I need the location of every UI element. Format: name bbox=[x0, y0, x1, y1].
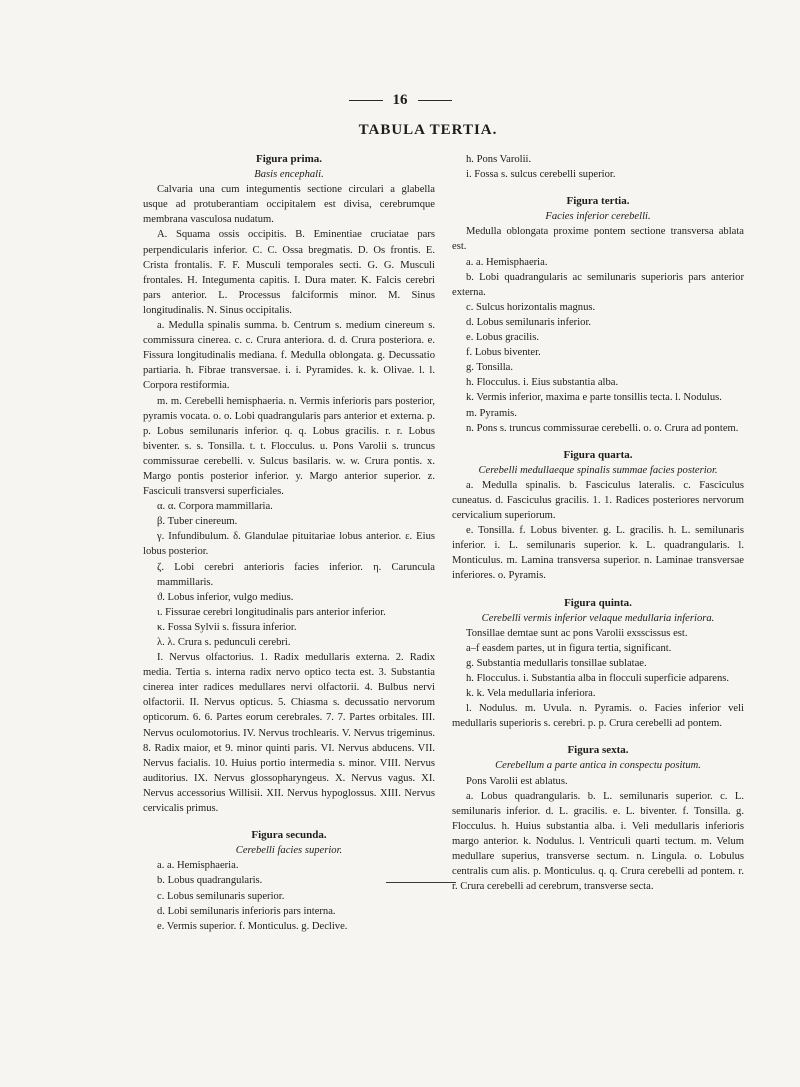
fig6-subtitle: Cerebellum a parte antica in conspectu positum. bbox=[495, 760, 701, 772]
fig4-subtitle: Cerebelli medullaeque spinalis summae facies posterior. bbox=[478, 464, 718, 476]
fig3-item: k. Vermis inferior, maxima e parte tonsillis tecta. l. Nodulus. bbox=[466, 392, 722, 404]
fig5-heading: Figura quinta. bbox=[564, 596, 632, 609]
fig6-paragraph: a. Lobus quadrangularis. b. L. semilunaris superior. c. L. semilunaris inferior. d. L. gracilis. e. L. biventer. f. Tonsilla. g. Flocculus. h. Huius substantia alba. i. Veli medullaris inferioris margo anterior. k. Nodulus. l. Ventriculi quarti tectum. m. Velum medullare superius, transverse sectum. n. Lingula. o. Lobulus centralis cum alis. p. Monticulus. q. q. Crura cerebelli ad pontem. r. r. Crura cerebelli ad cerebrum, transverse secta. bbox=[452, 790, 744, 893]
fig1-paragraph: A. Squama ossis occipitis. B. Eminentiae cruciatae pars perpendicularis inferior. C. C. Ossa bregmatis. D. Os frontis. E. Crista frontalis. F. F. Musculi temporales secti. G. G. Musculi frontales. H. Integumenta capitis. I. Dura mater. K. Falcis cerebri pars anterior. L. Processus falciformis minor. M. Sinus longitudinalis. N. Sinus occipitalis. bbox=[143, 229, 435, 316]
fig3-heading: Figura tertia. bbox=[566, 195, 630, 208]
fig2-item: d. Lobi semilunaris inferioris pars interna. bbox=[157, 905, 336, 917]
right-dash bbox=[418, 100, 452, 101]
fig1-greek-item: λ. λ. Crura s. pedunculi cerebri. bbox=[157, 637, 291, 648]
fig3-item: f. Lobus biventer. bbox=[466, 347, 541, 359]
fig1-paragraph: m. m. Cerebelli hemisphaeria. n. Vermis inferioris pars posterior, pyramis vocata. o. o. Lobi quadrangularis pars anterior et externa. p. p. Lobus semilunaris inferior. q. q. Lobus gracilis. r. r. Lobus biventer. s. s. Tonsilla. t. t. Flocculus. u. Pons Varolii s. truncus commissurae cerebelli. v. Sulcus basilaris. w. w. Crura pontis. x. Margo pontis posterior inferior. y. Margo anterior superior. z. Fasciculi transversi superficiales. bbox=[143, 395, 435, 498]
fig1-greek-item: ζ. Lobi cerebri anterioris facies inferior. η. Caruncula mammillaris. bbox=[157, 561, 435, 588]
fig3-item: n. Pons s. truncus commissurae cerebelli. o. o. Crura ad pontem. bbox=[466, 422, 739, 434]
fig1-greek-item: κ. Fossa Sylvii s. fissura inferior. bbox=[157, 621, 297, 633]
fig5-intro: Tonsillae demtae sunt ac pons Varolii exsscissus est. bbox=[466, 627, 688, 639]
page-title: TABULA TERTIA. bbox=[358, 122, 498, 138]
fig2-subtitle: Cerebelli facies superior. bbox=[235, 845, 343, 857]
fig1-greek-item: ι. Fissurae cerebri longitudinalis pars anterior inferior. bbox=[157, 606, 386, 618]
fig3-item: m. Pyramis. bbox=[466, 407, 517, 419]
fig1-greek-item: ϑ. Lobus inferior, vulgo medius. bbox=[157, 591, 294, 603]
fig5-item: l. Nodulus. m. Uvula. n. Pyramis. o. Facies inferior veli medullaris superioris s. cerebri. p. p. Crura cerebelli ad pontem. bbox=[452, 703, 744, 730]
fig3-item: a. a. Hemisphaeria. bbox=[466, 256, 548, 268]
fig2-item: a. a. Hemisphaeria. bbox=[157, 860, 239, 872]
fig3-subtitle: Facies inferior cerebelli. bbox=[545, 211, 651, 223]
page-number bbox=[0, 92, 800, 109]
fig5-item: h. Flocculus. i. Substantia alba in flocculi superficie adparens. bbox=[466, 673, 730, 684]
fig3-item: e. Lobus gracilis. bbox=[466, 332, 539, 344]
left-dash bbox=[349, 100, 383, 101]
fig4-heading: Figura quarta. bbox=[563, 448, 633, 461]
fig5-subtitle: Cerebelli vermis inferior velaque medullaria inferiora. bbox=[481, 612, 715, 624]
fig3-item: d. Lobus semilunaris inferior. bbox=[466, 316, 592, 328]
fig6-heading: Figura sexta. bbox=[567, 744, 629, 757]
fig2-item: e. Vermis superior. f. Monticulus. g. Declive. bbox=[157, 920, 348, 932]
left-column bbox=[143, 152, 435, 934]
fig1-greek-item: γ. Infundibulum. δ. Glandulae pituitariae lobus anterior. ε. Eius lobus posterior. bbox=[143, 531, 435, 558]
fig1-greek-item: α. α. Corpora mammillaria. bbox=[157, 501, 273, 513]
fig3-intro: Medulla oblongata proxime pontem sectione transversa ablata est. bbox=[452, 226, 744, 253]
fig1-nerves: I. Nervus olfactorius. 1. Radix medullaris externa. 2. Radix media. Tertia s. interna radix nervo optico tecta est. 3. Substantia cinerea inter radices medullares nervi olfactorii. 4. Bulbus nervi olfactorii. II. Nervus opticus. 5. Chiasma s. decussatio nervorum opticorum. 6. 6. Partes eorum cerebrales. 7. 7. Partes orbitales. III. Nervus oculomotorius. IV. Nervus trochlearis. V. Nervus trigeminus. 8. Radix maior, et 9. minor quinti paris. VI. Nervus abducens. VII. Nervus facialis. 10. Huius portio intermedia s. minor. VIII. Nervus auditorius. IX. Nervus glossopharyngeus. X. Nervus vagus. XI. Nervus accessorius Willisii. XII. Nervus hypoglossus. XIII. Nervus cervicalis primus. bbox=[143, 652, 435, 815]
right-column bbox=[452, 152, 744, 894]
fig2-item: c. Lobus semilunaris superior. bbox=[157, 890, 285, 902]
fig1-heading: Figura prima. bbox=[256, 153, 322, 165]
fig3-item: c. Sulcus horizontalis magnus. bbox=[466, 301, 596, 313]
fig3-item: b. Lobi quadrangularis ac semilunaris superioris pars anterior externa. bbox=[452, 271, 744, 298]
fig3-item: g. Tonsilla. bbox=[466, 362, 514, 374]
fig6-intro: Pons Varolii est ablatus. bbox=[466, 775, 568, 787]
fig5-item: a–f easdem partes, ut in figura tertia, significant. bbox=[466, 642, 672, 654]
fig5-item: g. Substantia medullaris tonsillae sublatae. bbox=[466, 657, 647, 669]
fig4-paragraph: e. Tonsilla. f. Lobus biventer. g. L. gracilis. h. L. semilunaris inferior. i. L. semilunaris superior. k. L. quadrangularis. l. Monticulus. m. Lamina transversa superior. n. Laminae transversae inferiores. o. Pyramis. bbox=[452, 525, 744, 582]
fig1-subtitle: Basis encephali. bbox=[254, 169, 324, 181]
fig2-item: b. Lobus quadrangularis. bbox=[157, 875, 263, 887]
fig1-paragraph: Calvaria una cum integumentis sectione circulari a glabella usque ad protuberantiam occipitalem est divisa, cerebrumque membrana vasculosa nudatum. bbox=[143, 184, 435, 226]
fig2-item: i. Fossa s. sulcus cerebelli superior. bbox=[466, 169, 616, 181]
page-number-text: 16 bbox=[392, 92, 408, 108]
fig2-heading: Figura secunda. bbox=[251, 829, 327, 842]
closing-rule bbox=[386, 882, 456, 883]
fig1-greek-item: β. Tuber cinereum. bbox=[157, 516, 238, 528]
fig4-paragraph: a. Medulla spinalis. b. Fasciculus lateralis. c. Fasciculus cuneatus. d. Fasciculus gracilis. 1. 1. Radices posteriores nervorum cervicalium superiorum. bbox=[452, 479, 744, 522]
fig2-item: h. Pons Varolii. bbox=[466, 154, 532, 165]
fig3-item: h. Flocculus. i. Eius substantia alba. bbox=[466, 377, 619, 389]
fig5-item: k. k. Vela medullaria inferiora. bbox=[466, 688, 596, 700]
fig1-paragraph: a. Medulla spinalis summa. b. Centrum s. medium cinereum s. commissura cinerea. c. c. Crura anteriora. d. d. Crura posteriora. e. Fissura longitudinalis mediana. f. Medulla oblongata. g. Decussatio partiaria. h. Fibrae transversae. i. i. Pyramides. k. k. Olivae. l. l. Corpora restiformia. bbox=[143, 320, 435, 392]
